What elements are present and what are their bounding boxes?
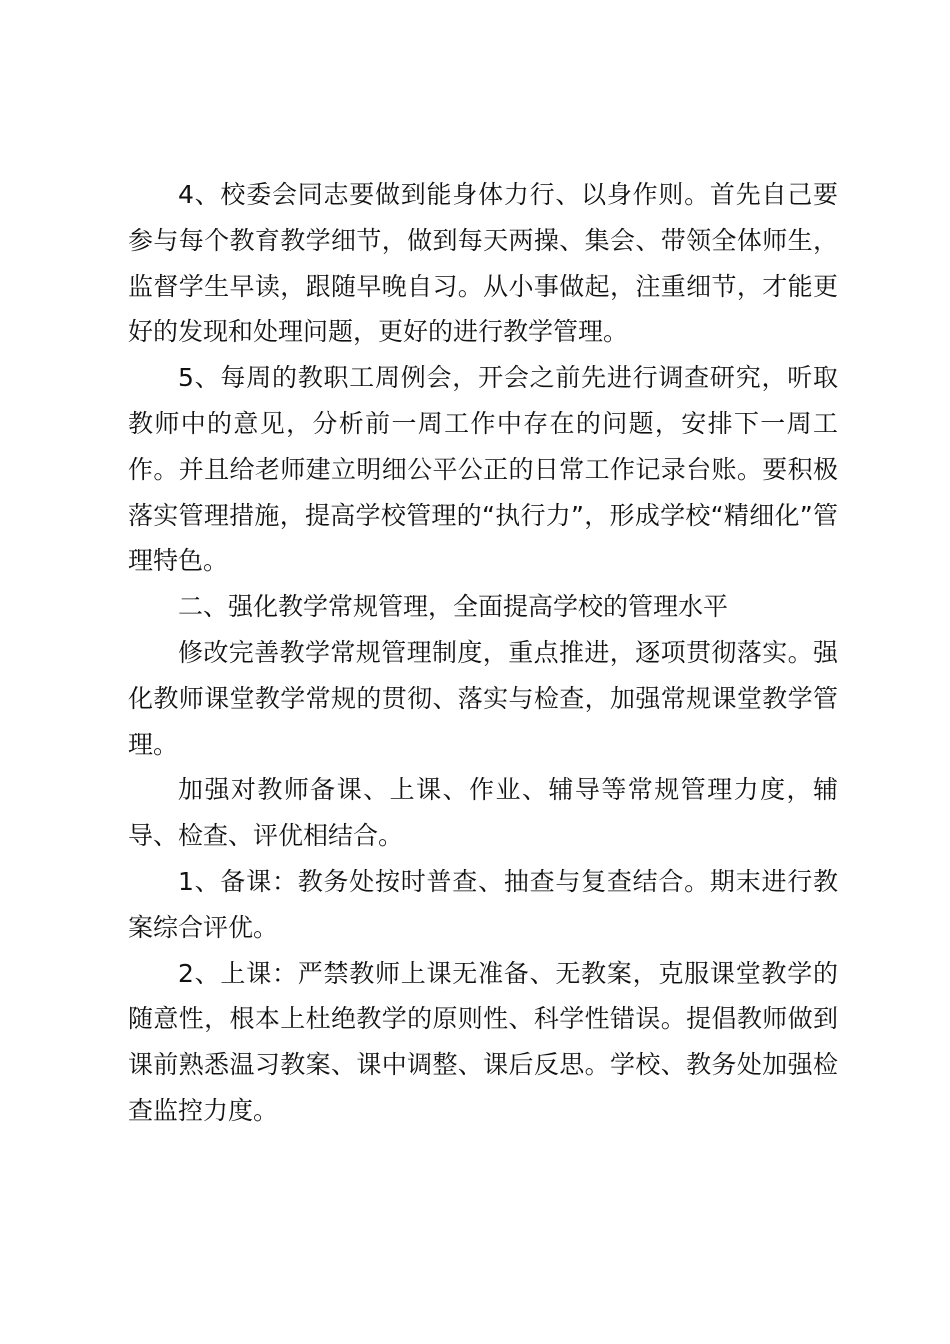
paragraph-lesson-prep: 1、备课：教务处按时普查、抽查与复查结合。期末进行教案综合评优。 [128, 866, 838, 942]
section-heading-2: 二、强化教学常规管理，全面提高学校的管理水平 [178, 592, 729, 622]
paragraph-item-4: 4、校委会同志要做到能身体力行、以身作则。首先自己要参与每个教育教学细节，做到每天两操、集会、带领全体师生，监督学生早读，跟随早晚自习。从小事做起，注重细节，才能更好的发现和处理问题，更好的进行教学管理。 [128, 180, 838, 347]
paragraph-teaching-class: 2、上课：严禁教师上课无准备、无教案，克服课堂教学的随意性，根本上杜绝教学的原则性、科学性错误。提倡教师做到课前熟悉温习教案、课中调整、课后反思。学校、教务处加强检查监控力度。 [128, 958, 838, 1125]
paragraph-item-5: 5、每周的教职工周例会，开会之前先进行调查研究，听取教师中的意见，分析前一周工作中存在的问题，安排下一周工作。并且给老师建立明细公平公正的日常工作记录台账。要积极落实管理措施，提高学校管理的“执行力”，形成学校“精细化”管理特色。 [128, 363, 838, 576]
paragraph-revise-rules: 修改完善教学常规管理制度，重点推进，逐项贯彻落实。强化教师课堂教学常规的贯彻、落实与检查，加强常规课堂教学管理。 [128, 637, 838, 759]
paragraph-strengthen-management: 加强对教师备课、上课、作业、辅导等常规管理力度，辅导、检查、评优相结合。 [128, 775, 838, 851]
document-body [128, 172, 838, 1134]
